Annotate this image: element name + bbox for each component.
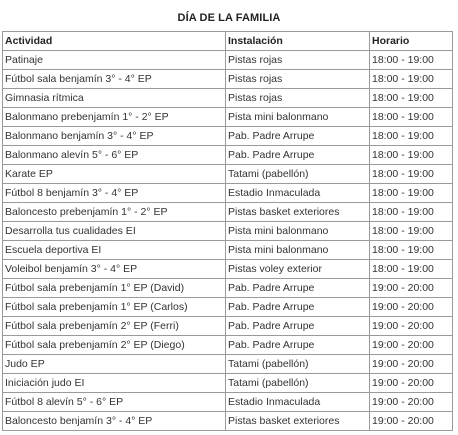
cell-instalacion: Pista mini balonmano bbox=[226, 241, 370, 260]
table-row bbox=[3, 165, 453, 184]
cell-instalacion: Estadio Inmaculada bbox=[226, 393, 370, 412]
cell-instalacion: Pistas voley exterior bbox=[226, 260, 370, 279]
table-row bbox=[3, 51, 453, 70]
cell-horario: 18:00 - 19:00 bbox=[370, 108, 453, 127]
table-row bbox=[3, 184, 453, 203]
cell-horario: 18:00 - 19:00 bbox=[370, 89, 453, 108]
table-row bbox=[3, 393, 453, 412]
cell-instalacion: Pab. Padre Arrupe bbox=[226, 336, 370, 355]
cell-instalacion: Pistas rojas bbox=[226, 51, 370, 70]
cell-horario: 18:00 - 19:00 bbox=[370, 70, 453, 89]
table-row bbox=[3, 355, 453, 374]
cell-instalacion: Pab. Padre Arrupe bbox=[226, 279, 370, 298]
cell-horario: 18:00 - 19:00 bbox=[370, 127, 453, 146]
cell-instalacion: Pab. Padre Arrupe bbox=[226, 298, 370, 317]
cell-horario: 19:00 - 20:00 bbox=[370, 393, 453, 412]
table-row bbox=[3, 298, 453, 317]
cell-instalacion: Pistas basket exteriores bbox=[226, 203, 370, 222]
table-row bbox=[3, 70, 453, 89]
cell-actividad: Gimnasia rítmica bbox=[3, 89, 226, 108]
cell-actividad: Voleibol benjamín 3° - 4° EP bbox=[3, 260, 226, 279]
schedule-table bbox=[2, 31, 453, 431]
cell-actividad: Balonmano alevín 5° - 6° EP bbox=[3, 146, 226, 165]
table-row bbox=[3, 108, 453, 127]
cell-instalacion: Pistas rojas bbox=[226, 89, 370, 108]
table-row bbox=[3, 412, 453, 431]
table-row bbox=[3, 89, 453, 108]
cell-actividad: Fútbol sala prebenjamín 1° EP (David) bbox=[3, 279, 226, 298]
cell-horario: 18:00 - 19:00 bbox=[370, 165, 453, 184]
cell-actividad: Fútbol sala prebenjamín 2° EP (Ferri) bbox=[3, 317, 226, 336]
cell-instalacion: Pab. Padre Arrupe bbox=[226, 127, 370, 146]
cell-instalacion: Tatami (pabellón) bbox=[226, 165, 370, 184]
cell-instalacion: Tatami (pabellón) bbox=[226, 374, 370, 393]
cell-horario: 18:00 - 19:00 bbox=[370, 51, 453, 70]
table-row bbox=[3, 374, 453, 393]
cell-horario: 18:00 - 19:00 bbox=[370, 241, 453, 260]
table-row bbox=[3, 241, 453, 260]
cell-instalacion: Pab. Padre Arrupe bbox=[226, 146, 370, 165]
table-row bbox=[3, 260, 453, 279]
cell-horario: 18:00 - 19:00 bbox=[370, 203, 453, 222]
cell-actividad: Fútbol sala benjamín 3° - 4° EP bbox=[3, 70, 226, 89]
cell-instalacion: Estadio Inmaculada bbox=[226, 184, 370, 203]
cell-horario: 19:00 - 20:00 bbox=[370, 336, 453, 355]
column-header-horario: Horario bbox=[370, 32, 453, 51]
cell-actividad: Fútbol sala prebenjamín 1° EP (Carlos) bbox=[3, 298, 226, 317]
cell-instalacion: Pab. Padre Arrupe bbox=[226, 317, 370, 336]
table-row bbox=[3, 279, 453, 298]
cell-actividad: Iniciación judo EI bbox=[3, 374, 226, 393]
cell-actividad: Baloncesto prebenjamín 1° - 2° EP bbox=[3, 203, 226, 222]
column-header-instalacion: Instalación bbox=[226, 32, 370, 51]
cell-horario: 18:00 - 19:00 bbox=[370, 146, 453, 165]
cell-horario: 19:00 - 20:00 bbox=[370, 279, 453, 298]
cell-horario: 19:00 - 20:00 bbox=[370, 298, 453, 317]
cell-instalacion: Pista mini balonmano bbox=[226, 222, 370, 241]
cell-horario: 19:00 - 20:00 bbox=[370, 317, 453, 336]
cell-instalacion: Pista mini balonmano bbox=[226, 108, 370, 127]
cell-instalacion: Pistas rojas bbox=[226, 70, 370, 89]
cell-actividad: Baloncesto benjamín 3° - 4° EP bbox=[3, 412, 226, 431]
cell-horario: 19:00 - 20:00 bbox=[370, 412, 453, 431]
table-row bbox=[3, 336, 453, 355]
cell-actividad: Balonmano prebenjamín 1° - 2° EP bbox=[3, 108, 226, 127]
cell-instalacion: Tatami (pabellón) bbox=[226, 355, 370, 374]
cell-instalacion: Pistas basket exteriores bbox=[226, 412, 370, 431]
cell-horario: 19:00 - 20:00 bbox=[370, 355, 453, 374]
cell-actividad: Judo EP bbox=[3, 355, 226, 374]
cell-actividad: Patinaje bbox=[3, 51, 226, 70]
page-title: DÍA DE LA FAMILIA bbox=[177, 12, 281, 24]
cell-horario: 18:00 - 19:00 bbox=[370, 222, 453, 241]
cell-actividad: Fútbol sala prebenjamín 2° EP (Diego) bbox=[3, 336, 226, 355]
cell-actividad: Karate EP bbox=[3, 165, 226, 184]
cell-actividad: Balonmano benjamín 3° - 4° EP bbox=[3, 127, 226, 146]
cell-actividad: Fútbol 8 alevín 5° - 6° EP bbox=[3, 393, 226, 412]
cell-horario: 18:00 - 19:00 bbox=[370, 260, 453, 279]
column-header-actividad: Actividad bbox=[3, 32, 226, 51]
cell-actividad: Fútbol 8 benjamín 3° - 4° EP bbox=[3, 184, 226, 203]
table-row bbox=[3, 203, 453, 222]
cell-horario: 19:00 - 20:00 bbox=[370, 374, 453, 393]
table-body bbox=[3, 51, 453, 431]
table-row bbox=[3, 127, 453, 146]
cell-actividad: Escuela deportiva EI bbox=[3, 241, 226, 260]
table-row bbox=[3, 317, 453, 336]
cell-horario: 18:00 - 19:00 bbox=[370, 184, 453, 203]
table-header-row bbox=[3, 32, 453, 51]
table-row bbox=[3, 222, 453, 241]
table-row bbox=[3, 146, 453, 165]
cell-actividad: Desarrolla tus cualidades EI bbox=[3, 222, 226, 241]
